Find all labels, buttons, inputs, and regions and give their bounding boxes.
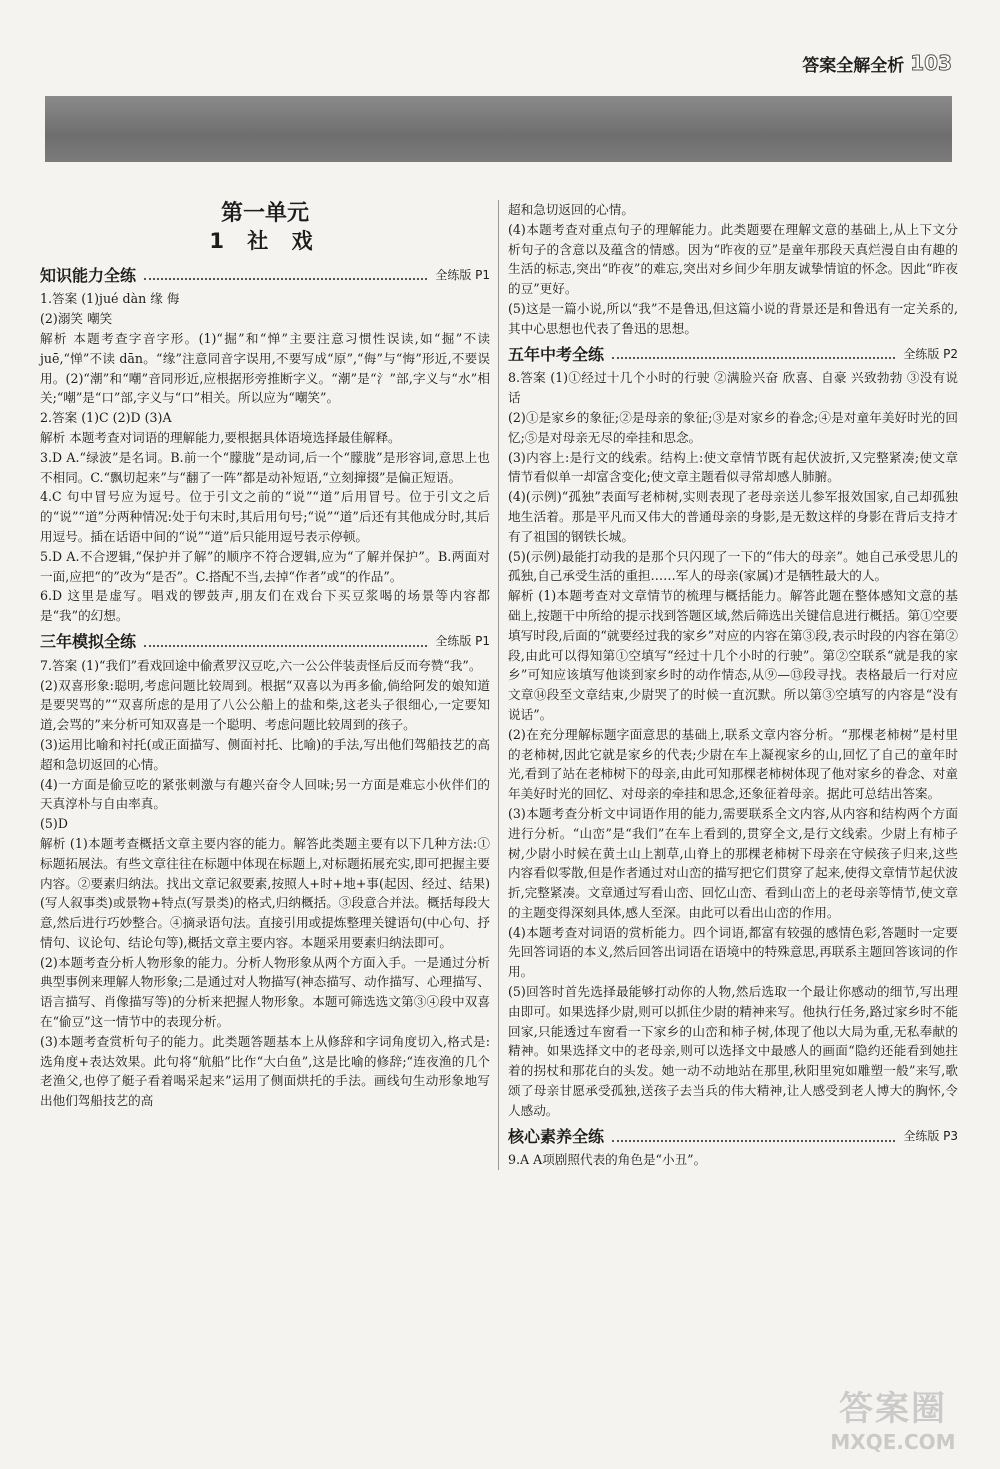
answer-block-three-year (40, 656, 490, 1111)
watermark-logo: 答案圈 MXQE.COM (830, 1389, 956, 1454)
answer-paragraph: (5)这是一篇小说,所以“我”不是鲁迅,但这篇小说的背景还是和鲁迅有一定关系的,其中心思想也代表了鲁迅的思想。 (508, 300, 958, 336)
header-title: 答案全解全析 (802, 55, 905, 76)
answer-paragraph: (4)本题考查对重点句子的理解能力。此类题要在理解文意的基础上,从上下文分析句子的含意以及蕴含的情感。因为“昨夜的豆”是童年那段天真烂漫自由有趣的生活的标志,突出“昨夜”的难忘,突出对乡间少年朋友诚挚情谊的怀念。因此“昨夜的豆”更好。 (508, 221, 958, 297)
answer-paragraph: 8.答案 (1)①经过十几个小时的行驶 ②满脸兴奋 欣喜、自豪 兴致勃勃 ③没有说话 (508, 370, 958, 406)
answer-paragraph: (2)本题考查分析人物形象的能力。分析人物形象从两个方面入手。一是通过分析典型事例来理解人物形象;二是通过对人物描写(神态描写、动作描写、心理描写、语言描写、肖像描写等)的分析来把握人物形象。本题可筛选选文第③④段中双喜在“偷豆”这一情节中的表现分析。 (40, 954, 490, 1030)
section-name: 五年中考全练 (508, 344, 605, 364)
answer-paragraph: (3)本题考查赏析句子的能力。此类题答题基本上从修辞和字词角度切入,格式是:选角度+表达效果。此句将“航船”比作“大白鱼”,这是比喻的修辞;“连夜渔的几个老渔父,也停了艇子看着喝采起来”运用了侧面烘托的手法。画线句生动形象地写出他们驾船技艺的高 (40, 1033, 490, 1109)
right-column (508, 200, 958, 1170)
answer-paragraph: 解析 (1)本题考查概括文章主要内容的能力。解答此类题主要有以下几种方法:①标题拓展法。有些文章往往在标题中体现在标题上,对标题拓展充实,即可把握主要内容。②要素归纳法。找出文章记叙要素,按照人+时+地+事(起因、经过、结果)(写人叙事类)或景物+特点(写景类)的格式,归纳概括。③段意合并法。概括每段大意,然后进行巧妙整合。④摘录语句法。直接引用或提炼整理关键语句(中心句、抒情句、议论句、结论句等),概括文章主要内容。本题采用要素归纳法即可。 (40, 835, 490, 950)
section-header-five-year (508, 345, 958, 365)
page-number: 103 (910, 51, 952, 75)
left-column (40, 200, 490, 1111)
section-header-three-year (40, 632, 490, 652)
answer-paragraph: 4.C 句中冒号应为逗号。位于引文之前的“说”“道”后用冒号。位于引文之后的“说”“道”分两种情况:处于句末时,其后用句号;“说”“道”后还有其他成分时,其后用逗号。插在话语中间的“说”“道”后只能用逗号表示停顿。 (40, 489, 490, 544)
answer-block-five-year (508, 368, 958, 1120)
unit-title: 第一单元 (220, 201, 309, 226)
answer-paragraph: (2)溺笑 嘲笑 (40, 311, 113, 327)
section-leader (612, 1132, 895, 1142)
answer-paragraph: (3)内容上:是行文的线索。结构上:使文章情节既有起伏波折,又完整紧凑;使文章情节看似单一却富含变化;使文章主题看似寻常却感人肺腑。 (508, 449, 958, 485)
answer-paragraph: (5)回答时首先选择最能够打动你的人物,然后选取一个最让你感动的细节,写出理由即可。如果选择少尉,则可以抓住少尉的精神来写。他执行任务,路过家乡时不能回家,只能透过车窗看一下家乡的山峦和柿子树,体现了他以大局为重,无私奉献的精神。如果选择文中的老母亲,则可以选择文中最感人的画面“隐约还能看到她拄着的拐杖和那花白的头发。她一动不动地站在那里,秋阳里宛如雕塑一般”来写,歌颂了母亲甘愿承受孤独,送孩子去当兵的伟大精神,让人感受到老人博大的胸怀,令人感动。 (508, 984, 958, 1118)
answer-paragraph: (5)D (40, 816, 68, 832)
answer-paragraph: (2)双喜形象:聪明,考虑问题比较周到。根据“双喜以为再多偷,倘给阿发的娘知道是要哭骂的”“双喜所虑的是用了八公公船上的盐和柴,这老头子很细心,一定要知道,会骂的”来分析可知双喜是一个聪明、考虑问题比较周到的孩子。 (40, 677, 490, 733)
answer-paragraph: 解析 (1)本题考查对文章情节的梳理与概括能力。解答此题在整体感知文意的基础上,按题干中所给的提示找到答题区域,然后筛选出关键信息进行概括。第①空要填写时段,后面的“就要经过我的家乡”对应的内容在第③段,表示时段的内容在第②段,由此可以得知第①空填写“经过十几个小时的行驶”。第②空联系“就是我的家乡”可知应该填写他谈到家乡时的动作情态,从⑨—⑬段寻找。表格最后一行对应文章⑭段至文章结束,少尉哭了的时候一直沉默。所以第③空填写的内容是“没有说话”。 (508, 588, 958, 722)
page-header (802, 48, 952, 78)
section-version: 全练版 P1 (435, 267, 490, 282)
answer-paragraph: 6.D 这里是虚写。唱戏的锣鼓声,朋友们在戏台下买豆浆喝的场景等内容都是“我”的幻想。 (40, 588, 490, 624)
section-version: 全练版 P2 (903, 346, 958, 361)
answer-block-knowledge (40, 289, 490, 626)
answer-paragraph: (5)(示例)最能打动我的是那个只闪现了一下的“伟大的母亲”。她自己承受思儿的孤独,自己承受生活的重担……军人的母亲(家属)才是牺牲最大的人。 (508, 548, 958, 584)
section-version: 全练版 P3 (903, 1128, 958, 1143)
answer-paragraph: (3)本题考查分析文中词语作用的能力,需要联系全文内容,从内容和结构两个方面进行分析。“山峦”是“我们”在车上看到的,贯穿全文,是行文线索。少尉上有柿子树,少尉小时候在黄土山上割草,山脊上的那棵老柿树下母亲在守候孩子归来,这些内容看似零散,但是作者通过对山峦的描写把它们贯穿了起来,使得文章情节起伏波折,完整紧凑。文章通过写看山峦、回忆山峦、看到山峦上的老母亲等情节,使文章的主题变得深刻具体,感人至深。由此可以看出山峦的作用。 (508, 805, 958, 920)
answer-block-core (508, 1150, 958, 1170)
answer-paragraph: 超和急切返回的心情。 (508, 202, 634, 217)
answer-paragraph: 解析 本题考查对词语的理解能力,要根据具体语境选择最佳解释。 (40, 429, 401, 445)
section-leader (144, 270, 427, 280)
section-name: 知识能力全练 (40, 265, 137, 285)
answer-paragraph: (4)(示例)“孤独”表面写老柿树,实则表现了老母亲送儿参军报效国家,自己却孤独地生活着。那是平凡而又伟大的普通母亲的身影,是无数这样的身影在背后支持才有了祖国的钢铁长城。 (508, 489, 958, 544)
section-header-knowledge (40, 266, 490, 286)
answer-paragraph: 1.答案 (1)jué dàn 缘 侮 (40, 291, 180, 307)
answer-paragraph: 7.答案 (1)“我们”看戏回途中偷煮罗汉豆吃,六一公公伴装责怪后反而夸赞“我”。 (40, 657, 482, 673)
answer-paragraph: 3.D A.“绿波”是名词。B.前一个“朦胧”是动词,后一个“朦胧”是形容词,意思上也不相同。C.“飘切起来”与“翻了一阵”都是动补短语,“立刻撺掇”是偏正短语。 (40, 449, 490, 485)
answer-paragraph: 解析 本题考查字音字形。(1)“掘”和“惮”主要注意习惯性误读,如“掘”不读 juē,“惮”不读 dān。“缘”注意同音字误用,不要写成“原”,“侮”与“悔”形近,不要误用。(2)“潮”和“嘲”音同形近,应根据形旁推断字义。“潮”是“氵”部,字义与“水”相关;“嘲”是“口”部,字义与“口”相关。所以应为“嘲笑”。 (40, 330, 490, 406)
answer-paragraph: (2)在充分理解标题字面意思的基础上,联系文章内容分析。“那棵老柿树”是村里的老柿树,因此它就是家乡的代表;少尉在车上凝视家乡的山,回忆了自己的童年时光,看到了站在老柿树下的母亲,由此可知那棵老柿树体现了他对家乡的眷念、对童年美好时光的回忆、对母亲的牵挂和思念,还象征着母亲。据此可总结出答案。 (508, 726, 958, 802)
answer-paragraph: (4)本题考查对词语的赏析能力。四个词语,都富有较强的感情色彩,答题时一定要先回答词语的本义,然后回答出词语在语境中的特殊意思,再联系主题回答该词的作用。 (508, 924, 958, 980)
column-divider (498, 200, 499, 1170)
lesson-title: 1 社 戏 (209, 228, 321, 253)
answer-block-continued (508, 200, 958, 339)
answer-paragraph: (3)运用比喻和衬托(或正面描写、侧面衬托、比喻)的手法,写出他们驾船技艺的高超和急切返回的心情。 (40, 736, 490, 772)
section-leader (144, 637, 427, 647)
answer-paragraph: 5.D A.不合逻辑,“保护并了解”的顺序不符合逻辑,应为“了解并保护”。B.两面对一面,应把“的”改为“是否”。C.搭配不当,去掉“作者”或“的作品”。 (40, 548, 490, 584)
answer-paragraph: (2)①是家乡的象征;②是母亲的象征;③是对家乡的眷念;④是对童年美好时光的回忆;⑤是对母亲无尽的牵挂和思念。 (508, 409, 958, 445)
answer-paragraph: 2.答案 (1)C (2)D (3)A (40, 410, 172, 426)
section-header-core (508, 1127, 958, 1147)
section-name: 核心素养全练 (508, 1126, 605, 1146)
section-leader (612, 349, 895, 359)
section-version: 全练版 P1 (435, 633, 490, 648)
answer-paragraph: 9.A A项剧照代表的角色是“小丑”。 (508, 1152, 707, 1168)
answer-paragraph: (4)一方面是偷豆吃的紧张刺激与有趣兴奋令人回味;另一方面是难忘小伙伴们的天真淳朴与自由率真。 (40, 776, 490, 812)
section-name: 三年模拟全练 (40, 631, 137, 651)
header-banner (45, 96, 952, 162)
